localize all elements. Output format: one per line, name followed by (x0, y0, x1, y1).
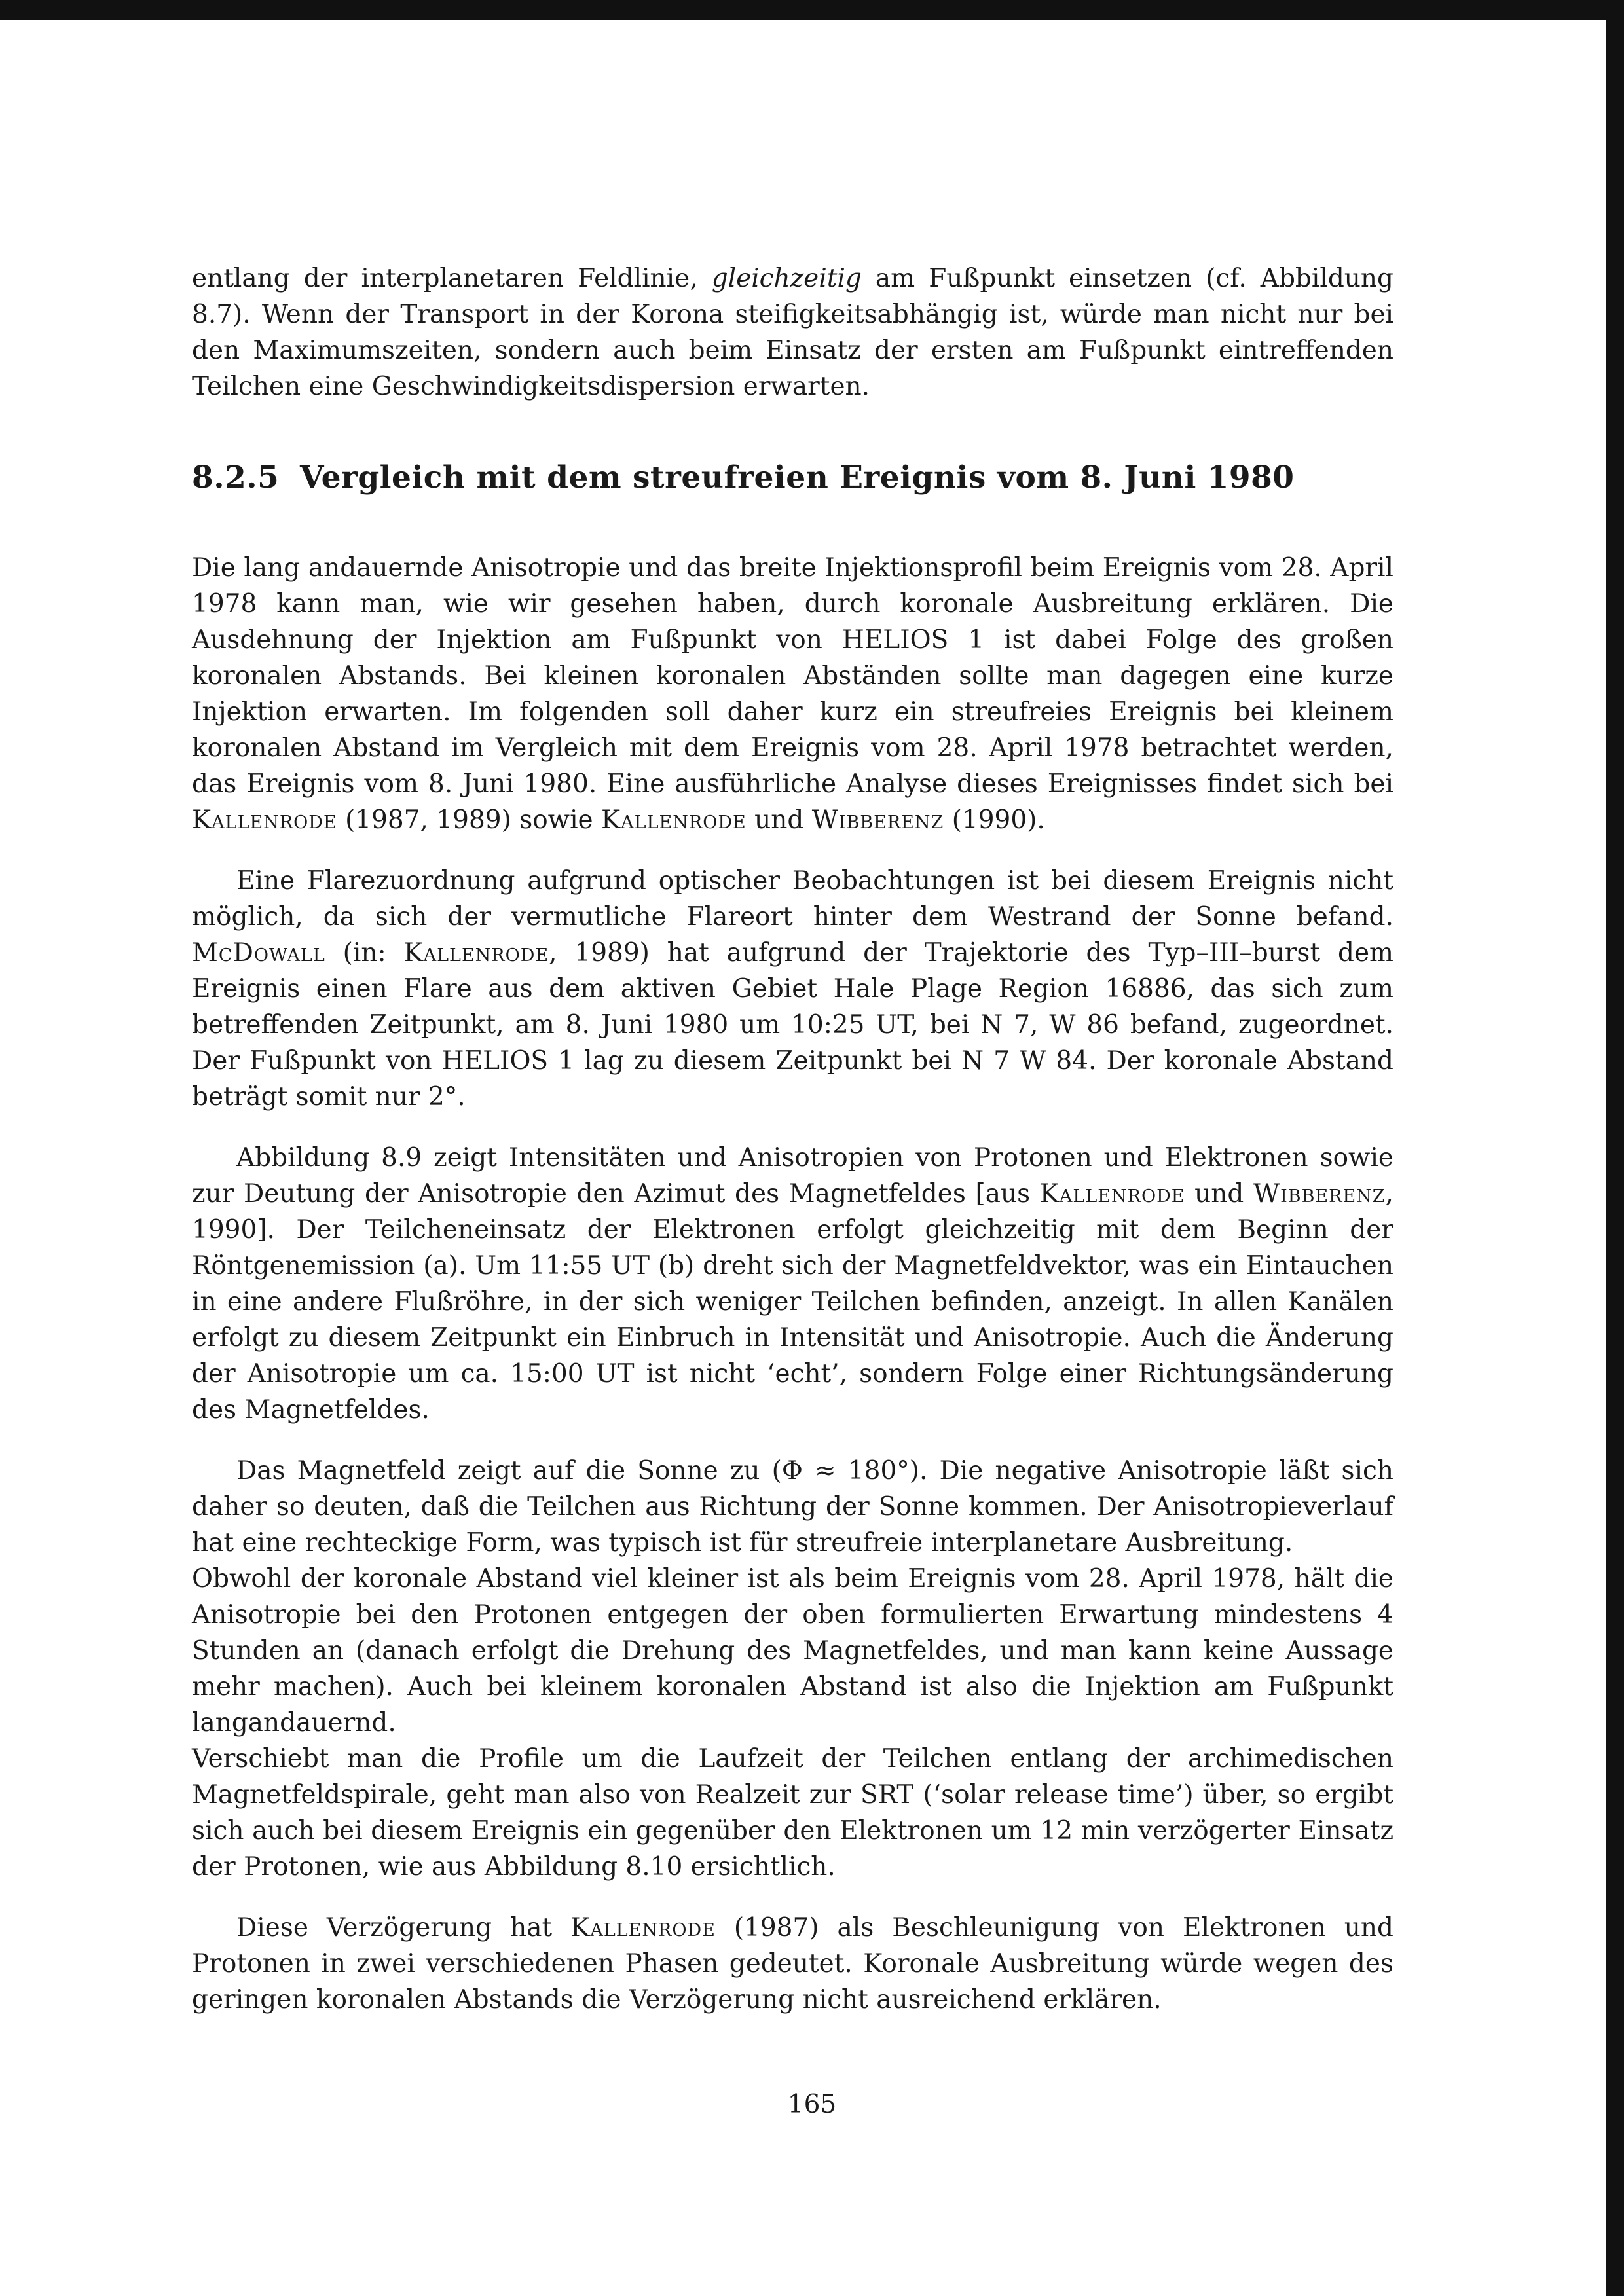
intro-paragraph (192, 261, 1393, 405)
p5-text-1: Diese Verzögerung hat (236, 1913, 553, 1942)
p3-author-2: Wibberenz (1253, 1179, 1386, 1209)
p3-author-1: Kallenrode (1039, 1179, 1185, 1209)
paragraph-4a: Das Magnetfeld zeigt auf die Sonne zu (Φ ≈ 180°). Die negative Anisotropie läßt sich daher so deuten, daß die Teilchen aus Richtung der Sonne kommen. Der Anisotropieverlauf hat eine rechteckige Form, was typisch ist für streufreie interplanetare Ausbreitung. (192, 1456, 1393, 1558)
p2-text-2: (in: (342, 938, 386, 968)
p1-text-3: und (754, 805, 804, 835)
p2-text-3: , 1989) hat aufgrund der Trajektorie des Typ–III–burst dem Ereignis einen Flare aus dem aktiven Gebiet Hale Plage Region 16886, das sich zum betreffenden Zeitpunkt, am 8. Juni 1980 um 10:25 UT, bei N 7, W 86 befand, zugeordnet. Der Fußpunkt von HELIOS 1 lag zu diesem Zeitpunkt bei N 7 W 84. Der koronale Abstand beträgt somit nur 2°. (192, 938, 1394, 1112)
p1-text-1: Die lang andauernde Anisotropie und das breite Injektionsprofil beim Ereignis vom 28. April 1978 kann man, wie wir gesehen haben, durch koronale Ausbreitung erklären. Die Ausdehnung der Injektion am Fußpunkt von HELIOS 1 ist dabei Folge des großen koronalen Abstands. Bei kleinen koronalen Abständen sollte man dagegen eine kurze Injektion erwarten. Im folgenden soll daher kurz ein streufreies Ereignis bei kleinem koronalen Abstand im Vergleich mit dem Ereignis vom 28. April 1978 betrachtet werden, das Ereignis vom 8. Juni 1980. Eine ausführliche Analyse dieses Ereignisses findet sich bei (192, 553, 1393, 799)
paragraph-1 (192, 550, 1393, 838)
p3-text-3: , 1990]. Der Teilcheneinsatz der Elektronen erfolgt gleichzeitig mit dem Beginn der Röntgenemission (a). Um 11:55 UT (b) dreht sich der Magnetfeldvektor, was ein Eintauchen in eine andere Flußröhre, in der sich weniger Teilchen befinden, anzeigt. In allen Kanälen erfolgt zu diesem Zeitpunkt ein Einbruch in Intensität und Anisotropie. Auch die Änderung der Anisotropie um ca. 15:00 UT ist nicht ‘echt’, sondern Folge einer Richtungsänderung des Magnetfeldes. (192, 1179, 1393, 1425)
p5-text-2: (1987) als Beschleunigung von Elektronen und Protonen in zwei verschiedenen Phasen gedeutet. Koronale Ausbreitung würde wegen des geringen koronalen Abstands die Verzögerung nicht ausreichend erklären. (192, 1913, 1393, 2014)
p1-author-2: Kallenrode (601, 805, 747, 835)
page-content (192, 261, 1393, 2018)
paragraph-2 (192, 863, 1393, 1115)
p1-text-4: (1990). (951, 805, 1045, 835)
paragraph-5 (192, 1910, 1393, 2018)
p5-author-1: Kallenrode (570, 1913, 716, 1942)
paragraph-4c: Verschiebt man die Profile um die Laufzeit der Teilchen entlang der archimedischen Magnetfeldspirale, geht man also von Realzeit zur SRT (‘solar release time’) über, so ergibt sich auch bei diesem Ereignis ein gegenüber den Elektronen um 12 min verzögerter Einsatz der Protonen, wie aus Abbildung 8.10 ersichtlich. (192, 1744, 1393, 1882)
section-number: 8.2.5 (192, 460, 280, 496)
scan-border-top (0, 0, 1624, 20)
section-title: Vergleich mit dem streufreien Ereignis vom 8. Juni 1980 (300, 460, 1295, 496)
p3-text-2: und (1194, 1179, 1244, 1209)
p2-author-1: McDowall (192, 938, 325, 968)
intro-text-2: am Fußpunkt einsetzen (cf. Abbildung 8.7). Wenn der Transport in der Korona steifigkeitsabhängig ist, würde man nicht nur bei den Maximumszeiten, sondern auch beim Einsatz der ersten am Fußpunkt eintreffenden Teilchen eine Geschwindigkeitsdispersion erwarten. (192, 264, 1393, 401)
intro-text-1: entlang der interplanetaren Feldlinie, (192, 264, 698, 293)
p2-author-2: Kallenrode (403, 938, 549, 968)
p1-author-3: Wibberenz (811, 805, 944, 835)
intro-italic-word: gleichzeitig (711, 264, 862, 293)
section-heading (192, 458, 1393, 498)
p1-text-2: (1987, 1989) sowie (345, 805, 593, 835)
scan-border-right (1606, 0, 1624, 2296)
p3-text-1: Abbildung 8.9 zeigt Intensitäten und Anisotropien von Protonen und Elektronen sowie zur Deutung der Anisotropie den Azimut des Magnetfeldes [aus (192, 1143, 1393, 1209)
p1-author-1: Kallenrode (192, 805, 337, 835)
paragraph-3 (192, 1140, 1393, 1428)
paragraph-4b: Obwohl der koronale Abstand viel kleiner ist als beim Ereignis vom 28. April 1978, hält die Anisotropie bei den Protonen entgegen der oben formulierten Erwartung mindestens 4 Stunden an (danach erfolgt die Drehung des Magnetfeldes, und man kann keine Aussage mehr machen). Auch bei kleinem koronalen Abstand ist also die Injektion am Fußpunkt langandauernd. (192, 1564, 1393, 1738)
p2-text-1: Eine Flarezuordnung aufgrund optischer Beobachtungen ist bei diesem Ereignis nicht möglich, da sich der vermutliche Flareort hinter dem Westrand der Sonne befand. (192, 866, 1393, 932)
page-number: 165 (787, 2090, 837, 2119)
